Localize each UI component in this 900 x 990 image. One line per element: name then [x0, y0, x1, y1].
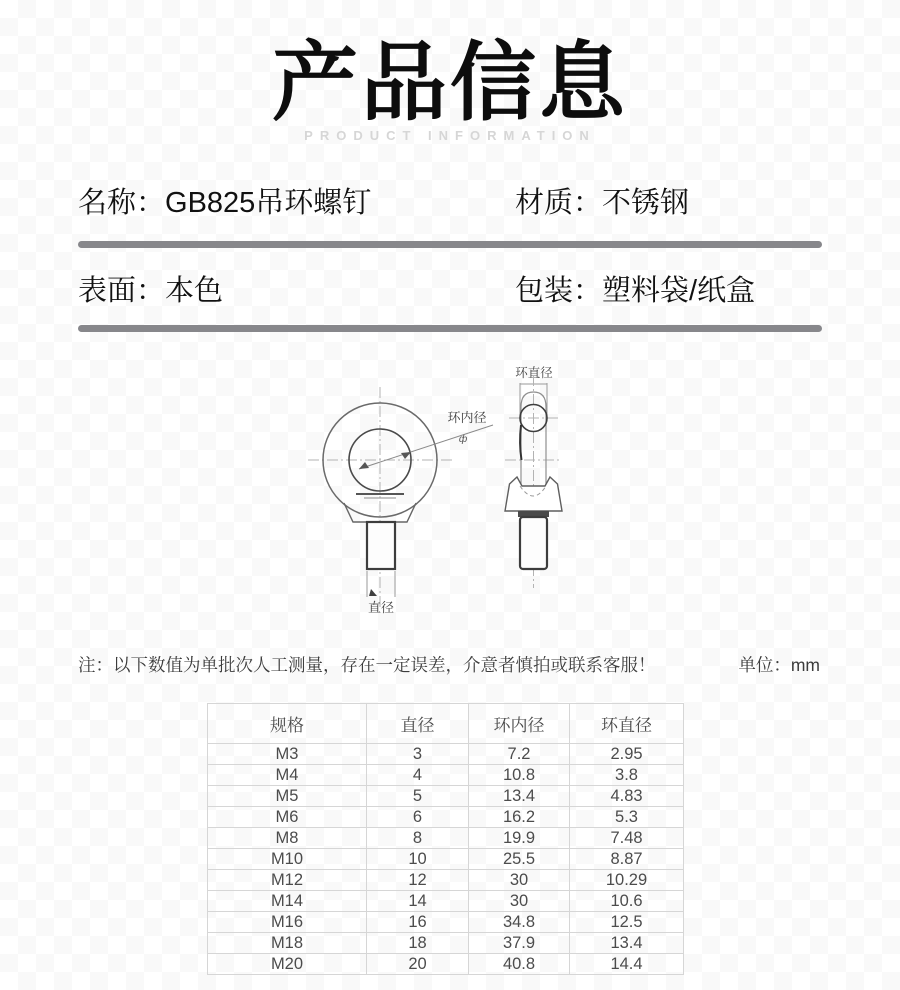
- table-cell: 8.87: [570, 849, 684, 870]
- table-row: [208, 807, 684, 828]
- table-header-row: [208, 704, 684, 744]
- table-cell: 14: [367, 891, 469, 912]
- shank-side: [520, 517, 547, 569]
- table-cell: 10.8: [469, 765, 570, 786]
- table-cell: 4: [367, 765, 469, 786]
- table-cell: M10: [208, 849, 367, 870]
- field-packaging: [515, 272, 755, 310]
- field-surface-value: 本色: [165, 275, 224, 307]
- field-surface: [78, 272, 515, 310]
- col-header-ring-inner: 环内径: [469, 704, 570, 744]
- arrowhead: [401, 452, 411, 459]
- table-cell: M8: [208, 828, 367, 849]
- table-cell: 30: [469, 870, 570, 891]
- table-row: [208, 954, 684, 975]
- table-cell: 10.29: [570, 870, 684, 891]
- info-row-2: [78, 272, 822, 310]
- table-cell: 5.3: [570, 807, 684, 828]
- label-ring-diameter: 环直径: [515, 366, 553, 380]
- eyebolt-drawing-svg: [280, 345, 620, 635]
- measurement-note: 注：以下数值为单批次人工测量，存在一定误差，介意者慎拍或联系客服！: [78, 655, 656, 675]
- table-cell: M5: [208, 786, 367, 807]
- field-name-value: GB825吊环螺钉: [165, 187, 372, 219]
- table-cell: 37.9: [469, 933, 570, 954]
- note-row: [78, 653, 820, 677]
- table-cell: M20: [208, 954, 367, 975]
- table-cell: 25.5: [469, 849, 570, 870]
- col-header-diameter: 直径: [367, 704, 469, 744]
- table-cell: 20: [367, 954, 469, 975]
- table-cell: 12: [367, 870, 469, 891]
- table-cell: M12: [208, 870, 367, 891]
- table-cell: 13.4: [570, 933, 684, 954]
- table-cell: 5: [367, 786, 469, 807]
- table-cell: 19.9: [469, 828, 570, 849]
- table-cell: 10: [367, 849, 469, 870]
- table-cell: 4.83: [570, 786, 684, 807]
- label-phi: ф: [458, 434, 468, 445]
- arrowhead: [359, 462, 369, 469]
- table-cell: 16: [367, 912, 469, 933]
- table-cell: 13.4: [469, 786, 570, 807]
- table-cell: 10.6: [570, 891, 684, 912]
- table-row: [208, 870, 684, 891]
- table-cell: M16: [208, 912, 367, 933]
- table-cell: 7.48: [570, 828, 684, 849]
- arrowhead: [369, 589, 377, 596]
- info-row-1: [78, 184, 822, 222]
- table-cell: M4: [208, 765, 367, 786]
- field-name: [78, 184, 515, 222]
- shank-front: [367, 522, 395, 569]
- table-row: [208, 828, 684, 849]
- col-header-spec: 规格: [208, 704, 367, 744]
- dimension-line: [359, 425, 493, 469]
- product-info-section: [78, 184, 822, 332]
- page-subtitle: PRODUCT INFORMATION: [304, 128, 596, 143]
- divider: [78, 325, 822, 332]
- table-cell: 12.5: [570, 912, 684, 933]
- spec-table-body: [208, 744, 684, 975]
- table-cell: 3: [367, 744, 469, 765]
- table-cell: M14: [208, 891, 367, 912]
- table-cell: 7.2: [469, 744, 570, 765]
- table-cell: 40.8: [469, 954, 570, 975]
- table-cell: M3: [208, 744, 367, 765]
- table-row: [208, 849, 684, 870]
- title-block: [0, 34, 900, 143]
- table-cell: 18: [367, 933, 469, 954]
- field-packaging-value: 塑料袋/纸盒: [602, 275, 756, 307]
- table-row: [208, 786, 684, 807]
- field-name-label: 名称：: [78, 187, 166, 219]
- col-header-ring-diameter: 环直径: [570, 704, 684, 744]
- divider: [78, 241, 822, 248]
- table-cell: 6: [367, 807, 469, 828]
- table-cell: M18: [208, 933, 367, 954]
- table-row: [208, 933, 684, 954]
- table-cell: 2.95: [570, 744, 684, 765]
- table-row: [208, 912, 684, 933]
- field-material: [515, 184, 689, 222]
- table-row: [208, 765, 684, 786]
- label-ring-inner-diameter: 环内径: [447, 410, 487, 425]
- base-side: [505, 477, 562, 511]
- table-cell: 3.8: [570, 765, 684, 786]
- table-cell: M6: [208, 807, 367, 828]
- field-material-label: 材质：: [515, 187, 603, 219]
- table-row: [208, 744, 684, 765]
- unit-label: 单位：mm: [738, 655, 820, 675]
- page-title: 产品信息: [272, 35, 628, 131]
- eyebolt-technical-drawing: [280, 345, 620, 635]
- table-row: [208, 891, 684, 912]
- field-surface-label: 表面：: [78, 275, 166, 307]
- table-cell: 8: [367, 828, 469, 849]
- table-cell: 34.8: [469, 912, 570, 933]
- table-cell: 14.4: [570, 954, 684, 975]
- table-cell: 16.2: [469, 807, 570, 828]
- table-cell: 30: [469, 891, 570, 912]
- field-material-value: 不锈钢: [602, 187, 690, 219]
- spec-table: [207, 703, 684, 975]
- field-packaging-label: 包装：: [515, 275, 603, 307]
- label-diameter: 直径: [367, 600, 395, 615]
- centerlines-front: [308, 387, 454, 607]
